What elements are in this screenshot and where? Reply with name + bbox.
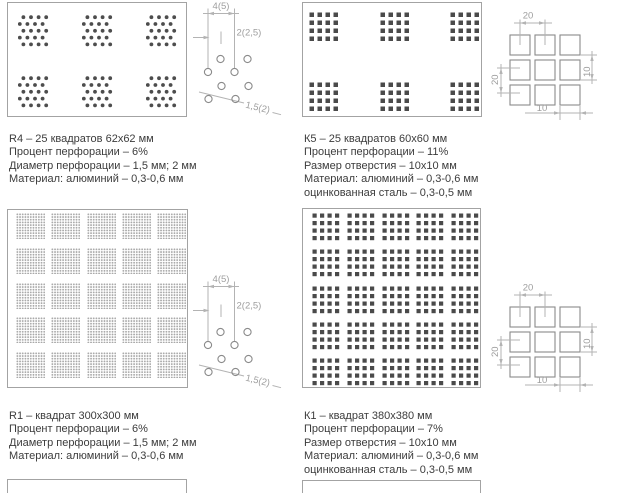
spec-line: Процент перфорации – 6% <box>9 146 148 159</box>
cluster-row <box>309 82 480 112</box>
perforation-cluster <box>16 213 45 239</box>
perforation-cluster <box>87 283 116 309</box>
perforation-cluster <box>122 248 151 274</box>
cluster-row <box>16 283 186 309</box>
spec-line: Диаметр перфорации – 1,5 мм; 2 мм <box>9 159 197 172</box>
pattern-title: R4 – 25 квадратов 62x62 мм <box>9 133 154 145</box>
round-hole-dimension-diagram <box>193 0 288 120</box>
panel-drawing-k1 <box>302 208 481 388</box>
perforation-cluster <box>451 358 479 386</box>
hole-squares <box>510 307 580 377</box>
dim-label-pitch: 4(5) <box>212 274 230 285</box>
perforation-cluster <box>382 322 410 350</box>
perforation-cluster <box>87 352 116 378</box>
spec-line: Размер отверстия – 10x10 мм <box>304 159 457 172</box>
perforation-cluster <box>312 213 340 241</box>
perforation-cluster <box>82 76 113 108</box>
perforation-cluster <box>157 248 186 274</box>
cluster-row <box>16 248 186 274</box>
perforation-cluster <box>312 286 340 314</box>
spec-block-k1 <box>304 410 479 477</box>
perforation-cluster <box>157 283 186 309</box>
perforation-cluster <box>51 248 80 274</box>
perforation-cluster <box>312 249 340 277</box>
perforation-cluster <box>51 283 80 309</box>
perforation-cluster <box>87 213 116 239</box>
perforation-cluster <box>451 286 479 314</box>
perforation-cluster <box>347 213 375 241</box>
perforation-cluster <box>347 286 375 314</box>
perforation-cluster <box>18 15 49 47</box>
perforation-cluster <box>51 317 80 343</box>
perforation-cluster <box>450 82 480 112</box>
perforation-cluster <box>382 249 410 277</box>
perforation-cluster <box>312 322 340 350</box>
perforation-cluster <box>312 358 340 386</box>
spec-line: Процент перфорации – 6% <box>9 423 148 436</box>
spec-line: Процент перфорации – 7% <box>304 423 443 436</box>
cluster-row <box>312 322 479 350</box>
cluster-row <box>16 317 186 343</box>
perforation-cluster <box>416 322 444 350</box>
perforation-cluster <box>51 213 80 239</box>
spec-line: Диаметр перфорации – 1,5 мм; 2 мм <box>9 436 197 449</box>
spec-line: оцинкованная сталь – 0,3-0,5 мм <box>304 186 473 199</box>
perforation-cluster <box>382 213 410 241</box>
cluster-row <box>312 358 479 386</box>
dim-label-size-right: 10 <box>582 338 593 349</box>
spec-line: Материал: алюминий – 0,3-0,6 мм <box>9 173 184 186</box>
perforation-cluster <box>450 12 480 42</box>
perforation-cluster <box>382 286 410 314</box>
spec-block-r4 <box>9 133 197 187</box>
perforation-cluster <box>157 213 186 239</box>
dim-label-offset: 2(2,5) <box>236 300 262 312</box>
panel-drawing-k5 <box>302 2 482 117</box>
perforation-cluster <box>416 249 444 277</box>
perforation-cluster <box>146 76 177 108</box>
perforation-cluster <box>380 82 410 112</box>
dim-label-pitch-top: 20 <box>522 10 534 22</box>
perforation-cluster <box>146 15 177 47</box>
dim-label-size-bottom: 10 <box>536 103 548 114</box>
perforation-cluster <box>451 249 479 277</box>
perforation-cluster <box>382 358 410 386</box>
spec-block-k5 <box>304 133 479 200</box>
perforation-cluster <box>122 352 151 378</box>
spec-line: Материал: алюминий – 0,3-0,6 мм <box>9 450 184 463</box>
panel-partial-left <box>7 479 187 493</box>
perforation-cluster <box>416 358 444 386</box>
perforation-cluster <box>122 317 151 343</box>
square-hole-dimension-diagram <box>490 0 602 124</box>
pattern-title: К1 – квадрат 380x380 мм <box>304 410 433 422</box>
spec-line: Процент перфорации – 11% <box>304 146 449 159</box>
dim-label-diameter: 1,5(2) <box>244 99 272 117</box>
cluster-row <box>312 213 479 241</box>
perforation-cluster <box>309 12 339 42</box>
spec-line: Материал: алюминий – 0,3-0,6 мм <box>304 450 479 463</box>
perforation-cluster <box>451 213 479 241</box>
perforation-cluster <box>122 213 151 239</box>
cluster-row <box>16 213 186 239</box>
perforation-cluster <box>16 283 45 309</box>
dim-label-pitch-top: 20 <box>522 282 534 294</box>
spec-line: Материал: алюминий – 0,3-0,6 мм <box>304 173 479 186</box>
perforation-cluster <box>157 317 186 343</box>
spec-line: Размер отверстия – 10x10 мм <box>304 436 457 449</box>
dim-label-pitch-left: 20 <box>490 74 501 85</box>
perforation-cluster <box>416 286 444 314</box>
cluster-row <box>16 352 186 378</box>
pattern-title: R1 – квадрат 300x300 мм <box>9 410 139 422</box>
cluster-row <box>18 76 177 108</box>
pattern-title: К5 – 25 квадратов 60x60 мм <box>304 133 448 145</box>
panel-drawing-r4 <box>7 2 187 117</box>
perforation-cluster <box>82 15 113 47</box>
dim-label-offset: 2(2,5) <box>236 27 262 39</box>
dim-label-size-right: 10 <box>582 66 593 77</box>
cluster-row <box>312 249 479 277</box>
perforation-cluster <box>18 76 49 108</box>
perforation-cluster <box>416 213 444 241</box>
hole-squares <box>510 35 580 105</box>
dim-label-pitch: 4(5) <box>212 1 230 12</box>
cluster-row <box>309 12 480 42</box>
perforation-cluster <box>347 358 375 386</box>
dim-label-size-bottom: 10 <box>536 375 548 386</box>
perforation-cluster <box>87 317 116 343</box>
perforation-cluster <box>16 317 45 343</box>
perforation-cluster <box>451 322 479 350</box>
perforation-cluster <box>347 249 375 277</box>
panel-drawing-r1 <box>7 209 188 388</box>
perforation-cluster <box>51 352 80 378</box>
panel-partial-right <box>302 480 481 493</box>
perforation-cluster <box>16 248 45 274</box>
dim-label-diameter: 1,5(2) <box>244 372 272 390</box>
perforation-cluster <box>380 12 410 42</box>
cluster-row <box>312 286 479 314</box>
perforation-cluster <box>157 352 186 378</box>
round-hole-dimension-diagram <box>193 273 288 393</box>
dim-label-pitch-left: 20 <box>490 346 501 357</box>
perforation-cluster <box>347 322 375 350</box>
perforation-cluster <box>87 248 116 274</box>
perforation-cluster <box>309 82 339 112</box>
spec-line: оцинкованная сталь – 0,3-0,5 мм <box>304 463 473 476</box>
perforation-cluster <box>16 352 45 378</box>
square-hole-dimension-diagram <box>490 272 602 396</box>
perforation-cluster <box>122 283 151 309</box>
cluster-row <box>18 15 177 47</box>
spec-block-r1 <box>9 410 197 464</box>
